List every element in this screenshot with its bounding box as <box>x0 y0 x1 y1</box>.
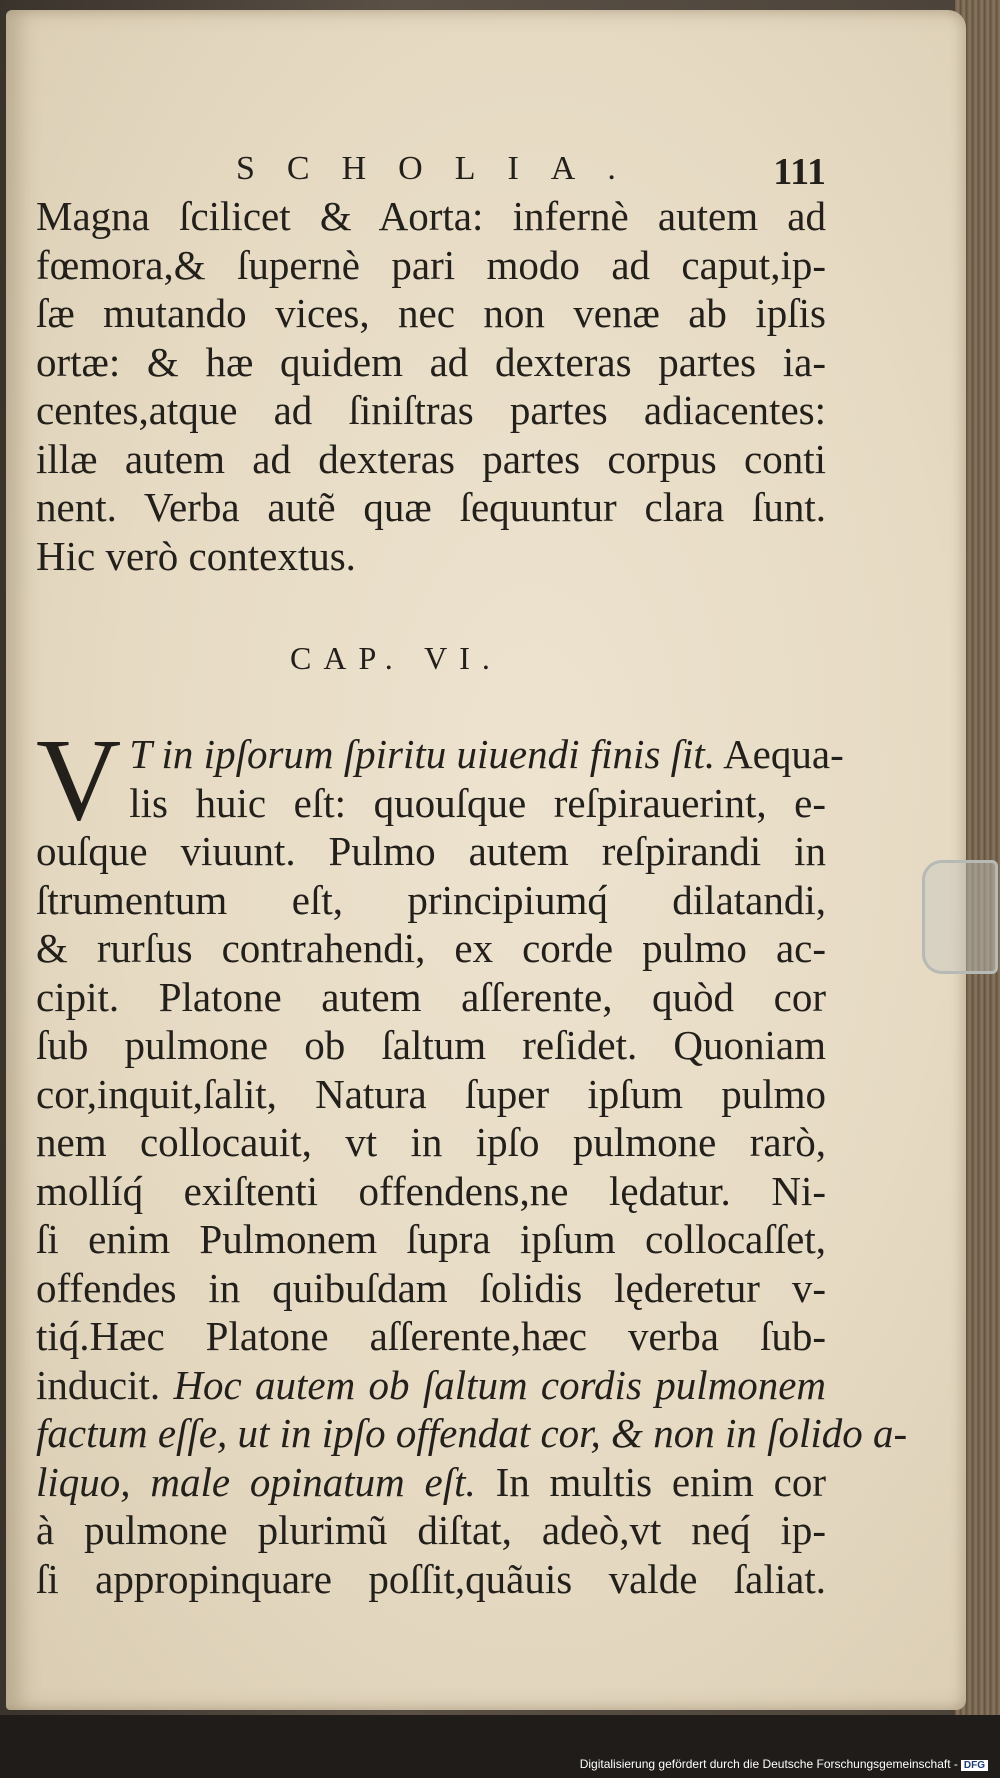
digitization-credit <box>580 1757 988 1771</box>
text-line: ortæ: & hæ quidem ad dexteras partes ia- <box>36 338 826 385</box>
text-line: Magna ſcilicet & Aorta: infernè autem ad <box>36 193 826 239</box>
text-line: ſæ mutando vices, nec non venæ ab ipſis <box>36 290 826 336</box>
folio-number: 111 <box>773 151 826 193</box>
roman-text: Aequa- <box>723 731 844 777</box>
roman-text: In multis enim cor <box>495 1458 826 1505</box>
text-line: cor,inquit,ſalit, Natura ſuper ipſum pulmo <box>36 1070 826 1117</box>
text-line: à pulmone plurimũ diſtat, adeò,vt neq́ ip- <box>36 1507 826 1553</box>
text-line: lis huic eſt: quouſque reſpirauerint, e- <box>129 779 826 826</box>
text-line <box>36 730 844 779</box>
text-line: nent. Verba autẽ quæ ſequuntur clara ſunt. <box>36 484 826 530</box>
text-line: cipit. Platone autem aſſerente, quòd cor <box>36 973 826 1020</box>
page-clip <box>922 860 998 974</box>
text-line: tiq́.Hæc Platone aſſerente,hæc verba ſub- <box>36 1313 826 1359</box>
text-line: ſtrumentum eſt, principiumq́ dilatandi, <box>36 876 826 923</box>
text-line: ouſque viuunt. Pulmo autem reſpirandi in <box>36 828 826 874</box>
chapter-heading: CAP. VI. <box>290 640 502 676</box>
italic-lemma: T in ipſorum ſpiritu uiuendi finis ſit. <box>129 731 716 777</box>
text-line: Hic verò contextus. <box>36 532 356 579</box>
text-line: nem collocauit, vt in ipſo pulmone rarò, <box>36 1119 826 1165</box>
italic-lemma-line: factum eſſe, ut in ipſo offendat cor, & non in ſolido a- <box>36 1410 908 1456</box>
text-line: centes,atque ad ſiniſtras partes adiacentes: <box>36 387 826 433</box>
text-line: fœmora,& ſupernè pari modo ad caput,ip- <box>36 241 826 288</box>
text-line: ſi appropinquare poſſit,quãuis valde ſaliat. <box>36 1555 826 1602</box>
text-line: offendes in quibuſdam ſolidis lęderetur v- <box>36 1264 826 1311</box>
running-head: SCHOLIA. <box>236 150 648 187</box>
text-line: ſub pulmone ob ſaltum reſidet. Quoniam <box>36 1022 826 1068</box>
text-line: mollíq́ exiſtenti offendens,ne lędatur. Ni- <box>36 1167 826 1214</box>
text-block-1 <box>36 192 826 580</box>
italic-lemma: liquo, male opinatum eſt. <box>36 1458 476 1505</box>
dfg-logo: DFG <box>961 1760 988 1771</box>
text-line: ſi enim Pulmonem ſupra ipſum collocaſſet, <box>36 1216 826 1262</box>
text-line <box>36 1361 826 1410</box>
text-block-2 <box>36 714 908 1603</box>
text-line: & rurſus contrahendi, ex corde pulmo ac- <box>36 925 826 971</box>
italic-lemma: Hoc autem ob ſaltum cordis pulmonem <box>173 1361 827 1408</box>
drop-cap: V <box>36 714 122 845</box>
text-line: illæ autem ad dexteras partes corpus conti <box>36 435 826 482</box>
credit-text: Digitalisierung gefördert durch die Deutsche Forschungsgemeinschaft - <box>579 1757 958 1771</box>
roman-text: inducit. <box>36 1361 161 1408</box>
text-line <box>36 1458 826 1507</box>
